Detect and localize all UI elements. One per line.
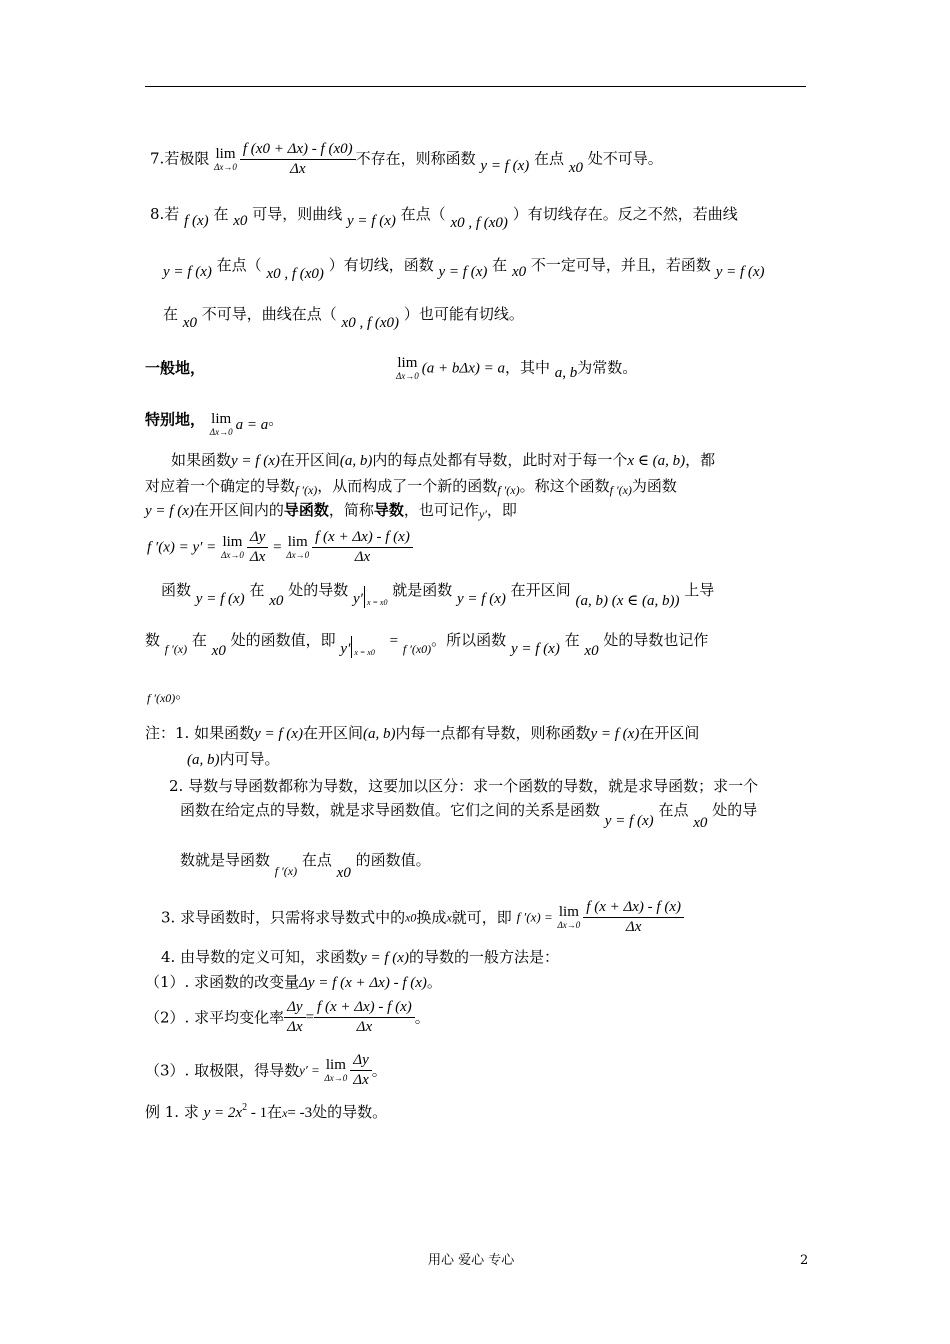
text-fragment: f ′(x) — [164, 642, 188, 656]
para1-line-1 — [171, 450, 715, 471]
text-fragment: 用心 爱心 专心 — [428, 1253, 515, 1268]
fraction — [314, 998, 415, 1037]
text-fragment: = — [305, 1009, 315, 1026]
text-fragment: Δx — [353, 1072, 369, 1088]
text-fragment: 在 — [191, 631, 207, 649]
text-fragment: x ∈ (a, b) — [627, 453, 686, 469]
text-fragment: x0 — [269, 593, 284, 609]
text-fragment: 函数在给定点的导数，就是求导函数值。它们之间的关系是函数 — [180, 801, 601, 819]
text-fragment: 内可导。 — [219, 750, 280, 768]
text-fragment: y′ — [478, 507, 487, 521]
header-rule — [145, 86, 806, 87]
text-fragment: 2. 导数与导函数都称为导数，这要加以区分：求一个函数的导数，就是求导函数；求一个 — [169, 777, 759, 795]
limit — [558, 905, 581, 930]
fraction — [312, 528, 413, 567]
text-fragment: 。所以函数 — [431, 631, 507, 649]
text-fragment: a, b — [554, 364, 578, 381]
note-1-line-2 — [187, 749, 280, 770]
text-fragment: Δx→0 — [396, 371, 419, 381]
text-fragment: （2）. 求平均变化率 — [145, 1008, 285, 1027]
item-7 — [150, 140, 663, 179]
para1-line-2 — [145, 476, 677, 497]
text-fragment: y = f (x) — [231, 453, 280, 469]
text-fragment: f (x0 + Δx) - f (x0) — [240, 140, 356, 160]
text-fragment: x0 — [233, 213, 248, 229]
text-fragment: 可导，则曲线 — [252, 205, 343, 223]
text-fragment: 在开区间 — [302, 724, 363, 742]
text-fragment: ，简称 — [328, 501, 374, 519]
text-fragment: Δx — [354, 549, 371, 565]
text-fragment: 函数 — [161, 581, 192, 599]
text-fragment: y = f (x) — [590, 726, 640, 742]
text-fragment: Δy — [350, 1051, 371, 1071]
text-fragment: Δx — [249, 549, 266, 565]
text-fragment: 。 — [268, 410, 284, 429]
note-3 — [161, 898, 684, 937]
text-fragment: 导函数 — [283, 501, 329, 519]
text-fragment: (a, b) — [339, 453, 373, 469]
text: 若极限 — [164, 149, 210, 168]
text-fragment: 2 — [242, 1102, 248, 1113]
text-fragment: 特别地， — [145, 410, 206, 429]
text-fragment: 处的导 — [712, 801, 758, 819]
text-fragment: lim — [211, 411, 232, 427]
text-fragment: = — [389, 633, 399, 649]
limit — [214, 147, 237, 172]
text-fragment: 在点（ — [400, 205, 446, 223]
note-2-line-2 — [180, 800, 758, 831]
text-fragment: 的导数的一般方法是： — [408, 948, 559, 966]
example-1 — [145, 1098, 387, 1123]
text-fragment: 内每一点都有导数，则称函数 — [395, 724, 591, 742]
text-fragment: y = f (x) — [254, 726, 303, 742]
text-fragment: 。 — [426, 973, 442, 991]
text-fragment: lim — [558, 904, 579, 920]
para2-line-3 — [147, 683, 190, 704]
text-fragment: y = f (x) — [163, 264, 212, 280]
text: 不存在，则称函数 — [355, 149, 476, 168]
text-fragment: x0 — [336, 865, 351, 881]
text-fragment: x = x0 — [364, 586, 388, 608]
fraction — [284, 998, 305, 1037]
text-fragment: 处的函数值，即 — [230, 631, 336, 649]
text-fragment: lim — [215, 146, 236, 162]
text-fragment: y = f (x) — [715, 264, 765, 280]
text-fragment: ，从而构成了一个新的函数 — [317, 477, 498, 495]
text-fragment: x0 — [182, 315, 197, 331]
text-fragment: f ′(x) = — [516, 909, 553, 925]
math: y = f (x) — [480, 157, 530, 174]
text: 处不可导。 — [587, 149, 663, 168]
text-fragment: 的函数值。 — [355, 851, 431, 869]
text-fragment: x — [446, 910, 452, 925]
text-fragment: ）有切线存在。反之不然，若曲线 — [512, 205, 738, 223]
text-fragment: 3. 求导函数时，只需将求导数式中的 — [161, 908, 406, 927]
text-fragment: y = 2x — [203, 1105, 243, 1121]
text-fragment: Δx — [625, 919, 642, 935]
text-fragment: 2 — [800, 1253, 809, 1268]
text-fragment: （1）. 求函数的改变量 — [145, 973, 300, 991]
text-fragment: 在开区间 — [510, 581, 571, 599]
text-fragment: 在 — [564, 631, 580, 649]
text-fragment: x — [282, 1106, 288, 1120]
text-fragment: 处的导数 — [288, 581, 349, 599]
special-line — [145, 408, 284, 437]
text-fragment: 在 — [249, 581, 265, 599]
text-fragment: lim — [325, 1057, 346, 1073]
text-fragment: Δx→0 — [209, 427, 233, 437]
para2-line-1 — [161, 580, 715, 609]
limit — [221, 535, 244, 560]
text-fragment: 例 1. 求 — [145, 1103, 199, 1121]
text-fragment: Δx→0 — [286, 550, 310, 560]
text-fragment: f (x + Δx) - f (x) — [312, 528, 413, 548]
text-fragment: x0 — [584, 643, 599, 659]
text-fragment: f ′(x) — [497, 483, 520, 497]
text-fragment: 导数 — [373, 501, 404, 519]
text-fragment: (a, b) — [187, 752, 220, 768]
text-fragment: = -3 — [287, 1105, 313, 1121]
general-label — [145, 358, 205, 378]
text-fragment: 在点 — [301, 851, 332, 869]
text-fragment: y′ — [352, 591, 363, 607]
text-fragment: y = f (x) — [510, 641, 560, 657]
para1-line-3 — [145, 500, 517, 521]
text-fragment: ，即 — [486, 501, 517, 519]
step-3 — [145, 1051, 387, 1090]
text-fragment: （3）. 取极限，得导数 — [145, 1061, 300, 1080]
text-fragment: 。 — [371, 1061, 387, 1080]
text-fragment: 在开区间内的 — [193, 501, 284, 519]
text-fragment: (a, b) (x ∈ (a, b)) — [575, 593, 680, 609]
text-fragment: f (x) — [184, 213, 209, 229]
text-fragment: y = f (x) — [604, 813, 654, 829]
step-2 — [145, 998, 430, 1037]
footer-center — [428, 1253, 514, 1269]
text-fragment: x0 , f (x0) — [341, 315, 400, 331]
text-fragment: 处的导数。 — [312, 1103, 388, 1121]
text-fragment: 数就是导函数 — [180, 851, 271, 869]
step-1 — [145, 972, 442, 993]
text-fragment: 在 — [492, 256, 508, 274]
text-fragment: (a + bΔx) = a — [421, 360, 505, 377]
text-fragment: 。 — [414, 1008, 430, 1027]
text-fragment: Δx — [290, 161, 306, 177]
text-fragment: ，都 — [685, 451, 716, 469]
page-number — [800, 1253, 808, 1269]
note-2-line-3 — [180, 850, 431, 881]
text-fragment: 。称这个函数 — [519, 477, 610, 495]
text-fragment: 一般地， — [145, 359, 206, 377]
text-fragment: 为函数 — [631, 477, 677, 495]
text-fragment: x = x0 — [351, 636, 375, 658]
fraction — [583, 898, 684, 937]
para2-line-2 — [145, 630, 709, 659]
text-fragment: 换成 — [416, 908, 447, 927]
text-fragment: 在开区间 — [639, 724, 700, 742]
note-1-line-1 — [145, 723, 699, 744]
text-fragment: x0 , f (x0) — [450, 215, 508, 231]
text-fragment: f ′(x) = y′ = — [147, 539, 217, 556]
fraction — [240, 140, 356, 179]
text-fragment: 4. 由导数的定义可知，求函数 — [161, 948, 361, 966]
text-fragment: Δx→0 — [221, 550, 244, 560]
text-fragment: 如果函数 — [171, 451, 232, 469]
item-8-line-1 — [150, 204, 738, 231]
text-fragment: lim — [287, 534, 308, 550]
text-fragment: Δy — [284, 998, 305, 1018]
text-fragment: (a, b) — [362, 726, 396, 742]
text-fragment: 在开区间 — [279, 451, 340, 469]
text-fragment: x0 — [511, 264, 527, 280]
text-fragment: Δy — [247, 528, 268, 548]
text-fragment: y = f (x) — [145, 503, 194, 519]
text-fragment: 就可，即 — [451, 908, 512, 927]
note-4 — [161, 947, 559, 968]
text-fragment: f ′(x) — [295, 483, 318, 497]
text-fragment: 在 — [267, 1103, 283, 1121]
derivative-definition — [147, 528, 413, 567]
text-fragment: f ′(x) — [609, 483, 632, 497]
text-fragment: y = f (x) — [195, 591, 245, 607]
text-fragment: ，也可记作 — [403, 501, 479, 519]
text-fragment: Δy = f (x + Δx) - f (x) — [299, 975, 427, 991]
text-fragment: 不可导，曲线在点（ — [201, 305, 337, 323]
text-fragment: x0 — [693, 815, 708, 831]
text-fragment: 处的导数也记作 — [603, 631, 709, 649]
text-fragment: ，其中 — [504, 358, 550, 377]
general-formula — [396, 356, 637, 381]
item-number: 7. — [150, 149, 165, 168]
text-fragment: x0 — [211, 643, 226, 659]
text-fragment: ）有切线，函数 — [328, 256, 434, 274]
text-fragment: 注：1. 如果函数 — [145, 724, 255, 742]
text-fragment: lim — [397, 355, 418, 371]
text-fragment: - 1 — [247, 1105, 268, 1121]
text-fragment: f ′(x) — [274, 864, 298, 878]
text: 在点 — [534, 149, 565, 168]
note-2-line-1 — [169, 776, 758, 796]
text-fragment: = — [273, 539, 282, 556]
text-fragment: x0 — [405, 910, 417, 925]
text-fragment: f ′(x0) — [147, 691, 176, 705]
text-fragment: 上导 — [684, 581, 715, 599]
text-fragment: 在点 — [658, 801, 689, 819]
text-fragment: 为常数。 — [577, 358, 638, 377]
text-fragment: Δx — [287, 1019, 303, 1035]
text-fragment: y′ — [340, 641, 351, 657]
text-fragment: 。 — [175, 684, 191, 702]
text-fragment: 就是函数 — [392, 581, 453, 599]
text-fragment: y = f (x) — [457, 591, 506, 607]
text-fragment: 不一定可导，并且，若函数 — [530, 256, 711, 274]
text-fragment: y = f (x) — [360, 950, 409, 966]
text-fragment: 在 — [163, 305, 179, 323]
fraction — [350, 1051, 371, 1090]
text-fragment: a = a — [235, 416, 269, 433]
text-fragment: ）也可能有切线。 — [403, 305, 524, 323]
text-fragment: 数 — [145, 631, 161, 649]
text-fragment: 8.若 — [150, 205, 180, 223]
text-fragment: y = f (x) — [347, 213, 396, 229]
text-fragment: Δx→0 — [557, 920, 581, 930]
item-8-line-2 — [163, 255, 765, 282]
limit — [396, 356, 419, 381]
text-fragment: x0 , f (x0) — [266, 266, 324, 282]
limit — [210, 412, 233, 437]
text-fragment: f ′(x0) — [402, 642, 432, 656]
item-8-line-3 — [163, 304, 524, 331]
text-fragment: 在 — [213, 205, 229, 223]
text-fragment: lim — [222, 534, 243, 550]
text-fragment: 对应着一个确定的导数 — [145, 477, 296, 495]
text-fragment: 内的每点处都有导数，此时对于每一个 — [372, 451, 628, 469]
limit — [325, 1058, 348, 1083]
math: x0 — [568, 159, 584, 176]
text-fragment: f (x + Δx) - f (x) — [583, 898, 684, 918]
text-fragment: f (x + Δx) - f (x) — [314, 998, 415, 1018]
text-fragment: 在点（ — [216, 256, 262, 274]
fraction — [247, 528, 268, 567]
text-fragment: Δx — [356, 1019, 373, 1035]
limit — [286, 535, 309, 560]
text-fragment: y′ = — [299, 1062, 320, 1078]
text-fragment: Δx→0 — [214, 162, 237, 172]
text-fragment: y = f (x) — [438, 264, 488, 280]
text-fragment: Δx→0 — [324, 1073, 348, 1083]
